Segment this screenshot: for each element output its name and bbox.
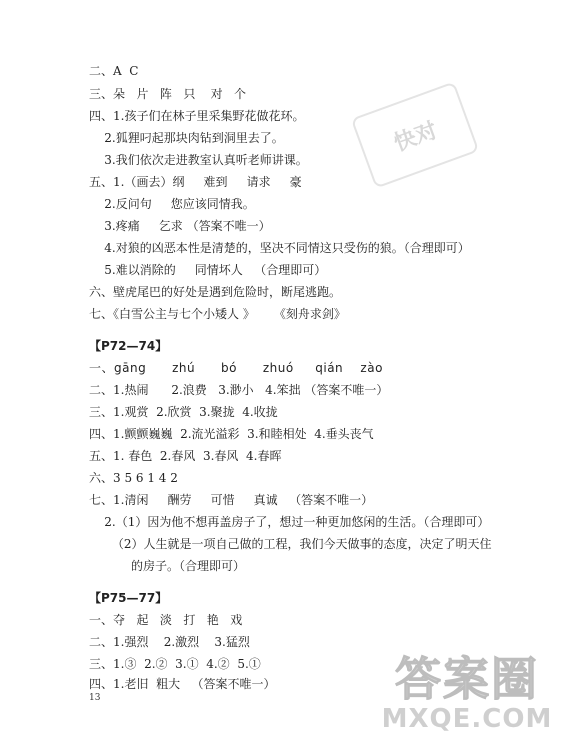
answer-line-24: 一、夺 起 淡 打 艳 戏	[89, 613, 243, 627]
answer-line-25: 二、1.强烈 2.激烈 3.猛烈	[89, 635, 250, 649]
watermark-kuaidui-stamp	[351, 81, 480, 188]
page-number: 13	[89, 693, 101, 703]
answer-line-pinyin: 一、gāng zhú bó zhuó qián zào	[89, 361, 383, 375]
answer-line-22: 的房子。（合理即可）	[89, 559, 245, 573]
answer-line-15: 三、1.观赏 2.欣赏 3.聚拢 4.收拢	[89, 405, 278, 419]
answer-line-16: 四、1.颤颤巍巍 2.流光溢彩 3.和睦相处 4.垂头丧气	[89, 427, 374, 441]
section-heading-p75-77: 【P75—77】	[89, 591, 168, 605]
answer-line-5: 3.我们依次走进教室认真听老师讲课。	[89, 153, 308, 167]
answer-line-11: 六、壁虎尾巴的好处是遇到危险时，断尾逃跑。	[89, 285, 342, 299]
watermark-kuaidui-text: 快对	[390, 117, 441, 157]
answer-line-3: 四、1.孩子们在林子里采集野花做花环。	[89, 109, 305, 123]
answer-line-18: 六、3 5 6 1 4 2	[89, 471, 178, 485]
answer-line-17: 五、1. 春色 2.春风 3.春风 4.春晖	[89, 449, 282, 463]
answer-line-19: 七、1.清闲 酬劳 可惜 真诚 （答案不唯一）	[89, 493, 374, 507]
answer-line-7: 2.反问句 您应该同情我。	[89, 197, 255, 211]
answer-line-9: 4.对狼的凶恶本性是清楚的，坚决不同情这只受伤的狼。（合理即可）	[89, 241, 470, 255]
section-heading-p72-74: 【P72—74】	[89, 339, 168, 353]
answer-line-6: 五、1.（画去）纲 难到 请求 豪	[89, 175, 302, 189]
answer-line-4: 2.狐狸叼起那块肉钻到洞里去了。	[89, 131, 284, 145]
watermark-daanquan-text: 答案圈	[395, 652, 539, 706]
answer-line-10: 5.难以消除的 同情坏人 （合理即可）	[89, 263, 327, 277]
answer-line-14: 二、1.热闹 2.浪费 3.渺小 4.笨拙 （答案不唯一）	[89, 383, 389, 397]
answer-line-1: 二、A C	[89, 64, 139, 78]
watermark-mxqe-url: MXQE.COM	[381, 704, 553, 734]
answer-line-20: 2.（1）因为他不想再盖房子了，想过一种更加悠闲的生活。（合理即可）	[89, 515, 490, 529]
watermark-daanquan	[372, 642, 562, 746]
answer-line-21: （2）人生就是一项自己做的工程，我们今天做事的态度，决定了明天住	[89, 537, 492, 551]
answer-line-27: 四、1.老旧 粗大 （答案不唯一）	[89, 677, 276, 691]
answer-line-2: 三、朵 片 阵 只 对 个	[89, 87, 247, 101]
answer-line-8: 3.疼痛 乞求 （答案不唯一）	[89, 219, 271, 233]
answer-line-12: 七、《白雪公主与七个小矮人 》 《刻舟求剑》	[89, 307, 346, 321]
answer-line-26: 三、1.③ 2.② 3.① 4.② 5.①	[89, 657, 261, 671]
